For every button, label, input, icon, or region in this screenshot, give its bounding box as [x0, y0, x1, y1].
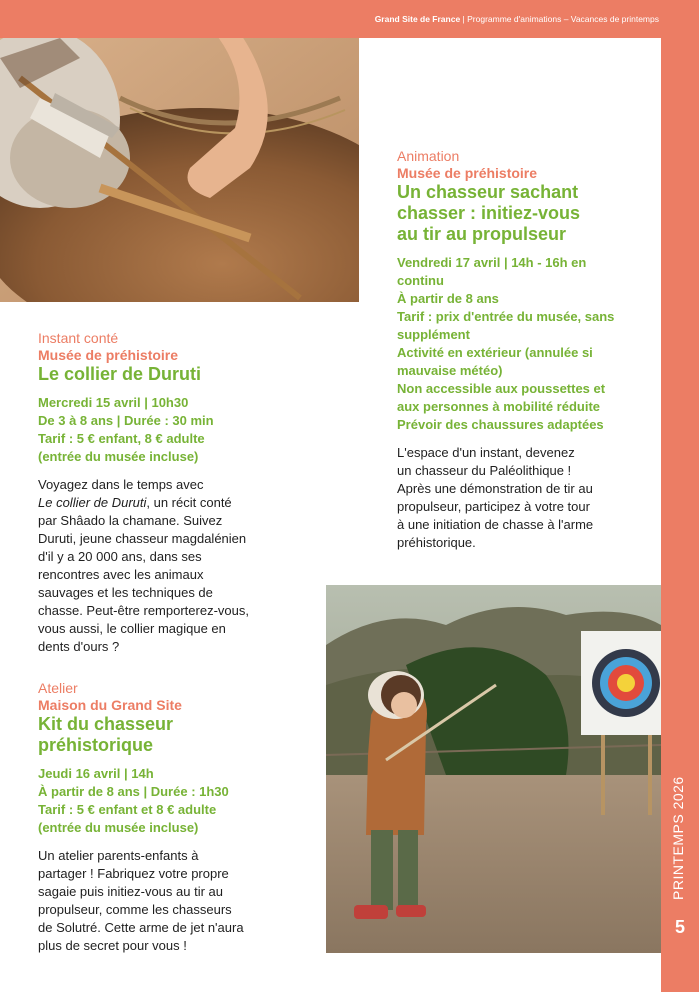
event-info-line: mauvaise météo): [397, 363, 503, 378]
event-desc-line: Voyagez dans le temps avec: [38, 477, 204, 492]
event-desc-line: par Shâado la chamane. Suivez: [38, 513, 223, 528]
side-band: [661, 0, 699, 992]
event-info-line: supplément: [397, 327, 470, 342]
event-info: [38, 765, 318, 837]
event-category: Instant conté: [38, 330, 119, 346]
event-desc-line: Le collier de Duruti, un récit conté: [38, 495, 232, 510]
event-info-line: Tarif : prix d'entrée du musée, sans: [397, 309, 615, 324]
event-desc-line: partager ! Fabriquez votre propre: [38, 866, 229, 881]
event-desc-line: propulseur, participez à votre tour: [397, 499, 590, 514]
event-title-line: Un chasseur sachant: [397, 182, 579, 202]
event-info-line: continu: [397, 273, 444, 288]
event-desc-line: de Solutré. Cette arme de jet n'aura: [38, 920, 244, 935]
event-atelier: [38, 680, 318, 955]
event-info-line: Jeudi 16 avril | 14h: [38, 766, 154, 781]
event-info-line: Tarif : 5 € enfant, 8 € adulte: [38, 431, 205, 446]
event-info-line: aux personnes à mobilité réduite: [397, 399, 600, 414]
event-desc-line: Duruti, jeune chasseur magdalénien: [38, 531, 247, 546]
event-title-line: chasser : initiez-vous: [397, 203, 581, 223]
event-desc-line: un chasseur du Paléolithique !: [397, 463, 572, 478]
header-separator: |: [460, 14, 468, 24]
event-info-line: (entrée du musée incluse): [38, 449, 199, 464]
season-label: PRINTEMPS 2026: [670, 776, 686, 900]
event-title-line: Kit du chasseur: [38, 714, 174, 734]
event-desc-line: dents d'ours ?: [38, 639, 120, 654]
event-title-line: au tir au propulseur: [397, 224, 567, 244]
event-title: [38, 714, 318, 756]
event-info-line: Tarif : 5 € enfant et 8 € adulte: [38, 802, 217, 817]
page-number: 5: [674, 917, 685, 937]
event-category: Animation: [397, 148, 460, 164]
event-info-line: Vendredi 17 avril | 14h - 16h en: [397, 255, 587, 270]
propulseur-photo: [0, 38, 359, 302]
event-info-line: Activité en extérieur (annulée si: [397, 345, 593, 360]
target-photo: [326, 585, 661, 953]
event-description: [397, 444, 659, 552]
event-info-line: (entrée du musée incluse): [38, 820, 199, 835]
event-instant-conte: [38, 330, 318, 656]
event-info-line: À partir de 8 ans | Durée : 1h30: [38, 784, 229, 799]
header-text: [375, 14, 659, 24]
event-desc-line: plus de secret pour vous !: [38, 938, 187, 953]
event-desc-line: préhistorique.: [397, 535, 476, 550]
event-desc-line: à une initiation de chasse à l'arme: [397, 517, 594, 532]
event-venue: Maison du Grand Site: [38, 697, 182, 713]
event-info: [38, 394, 318, 466]
event-desc-line: Après une démonstration de tir au: [397, 481, 593, 496]
event-desc-line: sagaie puis initiez-vous au tir au: [38, 884, 223, 899]
event-category: Atelier: [38, 680, 78, 696]
event-title: [397, 182, 659, 245]
event-desc-line: d'il y a 20 000 ans, dans ses: [38, 549, 202, 564]
event-desc-line: propulseur, comme les chasseurs: [38, 902, 232, 917]
event-desc-line: sauvages et les techniques de: [38, 585, 213, 600]
header-subtitle: Programme d'animations – Vacances de printemps: [467, 14, 659, 24]
top-banner: [0, 0, 699, 38]
event-info-line: Non accessible aux poussettes et: [397, 381, 606, 396]
event-info: [397, 254, 659, 434]
event-info-line: Mercredi 15 avril | 10h30: [38, 395, 189, 410]
event-description: [38, 476, 318, 656]
header-brand: Grand Site de France: [374, 14, 461, 24]
event-title: [38, 364, 318, 385]
event-venue: Musée de préhistoire: [38, 347, 179, 363]
event-desc-line: vous aussi, le collier magique en: [38, 621, 226, 636]
event-desc-line: rencontres avec les animaux: [38, 567, 204, 582]
event-info-line: De 3 à 8 ans | Durée : 30 min: [38, 413, 214, 428]
event-info-line: Prévoir des chaussures adaptées: [397, 417, 604, 432]
event-venue: Musée de préhistoire: [397, 165, 538, 181]
event-animation: [397, 148, 659, 552]
event-title-line: Le collier de Duruti: [38, 364, 202, 384]
event-desc-line: L'espace d'un instant, devenez: [397, 445, 575, 460]
event-desc-line: Un atelier parents-enfants à: [38, 848, 199, 863]
event-title-line: préhistorique: [38, 735, 154, 755]
event-info-line: À partir de 8 ans: [397, 291, 499, 306]
event-description: [38, 847, 318, 955]
event-desc-line: chasse. Peut-être remporterez-vous,: [38, 603, 249, 618]
